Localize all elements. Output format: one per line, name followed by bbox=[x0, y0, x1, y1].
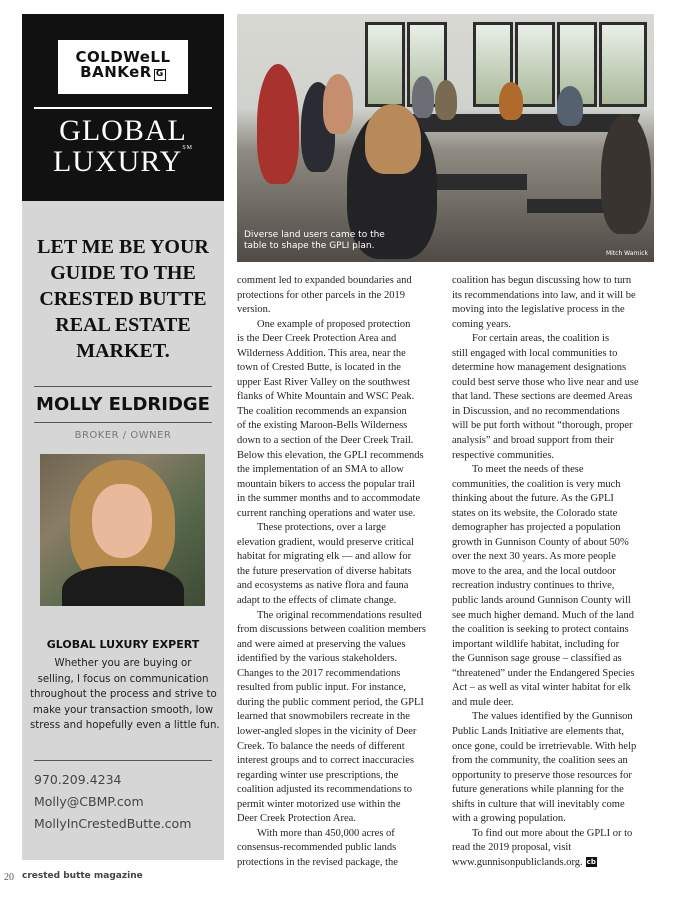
article-line bbox=[452, 492, 658, 507]
agent-portrait bbox=[40, 454, 205, 606]
photo-person bbox=[365, 104, 421, 174]
article-line-text: future generations while planning for the bbox=[452, 784, 624, 796]
magazine-name: crested butte magazine bbox=[22, 871, 143, 881]
article-line-text: interest groups and to correct inaccuracies bbox=[237, 755, 414, 767]
caption-line: Diverse land users came to the bbox=[244, 230, 385, 240]
article-line-text: could best serve those who live near and use bbox=[452, 376, 639, 388]
article-line bbox=[237, 579, 442, 594]
article-line-text: public lands around Gunnison County will bbox=[452, 595, 631, 607]
article-line-text: elevation gradient, would preserve critical bbox=[237, 536, 414, 548]
article-line-text: that land. These sections are deemed Areas bbox=[452, 391, 633, 403]
article-line bbox=[237, 812, 442, 827]
article-line-text: These protections, over a large bbox=[257, 522, 386, 534]
article-line-text: important wildlife habitat, including for bbox=[452, 638, 620, 650]
expert-line: stress and hopefully even a little fun. bbox=[30, 720, 220, 731]
article-line-text: coalition has begun discussing how to turn bbox=[452, 275, 632, 286]
article-line bbox=[237, 318, 442, 333]
article-line-text: analysis” and broad support from their bbox=[452, 435, 614, 447]
article-line-text: “threatened” under the Endangered Species bbox=[452, 667, 635, 679]
article-line-text: is the Deer Creek Protection Area and bbox=[237, 333, 397, 345]
article-line-text: protections for other parcels in the 2019 bbox=[237, 289, 405, 301]
article-line bbox=[452, 536, 658, 551]
photo-person bbox=[435, 80, 457, 120]
ad-headline bbox=[22, 234, 224, 364]
article-line-text: the future preservation of diverse habitats bbox=[237, 565, 412, 577]
article-line bbox=[237, 274, 442, 289]
article-line-text: opportunity to preserve those resources for bbox=[452, 769, 632, 781]
article-line bbox=[237, 696, 442, 711]
article-line-text: shifts in culture that will inevitably come bbox=[452, 798, 625, 810]
article-line-text: from the community, the coalition sees an bbox=[452, 755, 628, 767]
article-line-text: in the summer months and to accommodate bbox=[237, 493, 421, 505]
article-line-text: resulted from public input. For instance, bbox=[237, 682, 406, 694]
article-line bbox=[237, 783, 442, 798]
article-line bbox=[452, 565, 658, 580]
article-line-text: protections in the revised package, the bbox=[237, 856, 398, 868]
article-line-text: Changes to the 2017 recommendations bbox=[237, 667, 401, 679]
article-line bbox=[452, 754, 658, 769]
article-line bbox=[237, 536, 442, 551]
article-line-text: identified by the various stakeholders. bbox=[237, 653, 398, 665]
article-line-text: The coalition recommends an expansion bbox=[237, 405, 407, 417]
article-line-text: town of Crested Butte, is located in the bbox=[237, 362, 401, 374]
article-line bbox=[237, 681, 442, 696]
article-line-text: version. bbox=[237, 304, 271, 316]
article-line-text: Public Lands Initiative are elements that, bbox=[452, 725, 625, 737]
article-line bbox=[452, 434, 658, 449]
logo-line1: COLDWeLL bbox=[75, 48, 171, 66]
article-line-text: permit winter motorized use within the bbox=[237, 798, 401, 810]
photo-caption bbox=[244, 230, 385, 252]
article-line-text: comment led to expanded boundaries and bbox=[237, 275, 412, 286]
article-line bbox=[237, 347, 442, 362]
article-line bbox=[452, 856, 658, 871]
article-line-text: the coalition is seeking to protect contains bbox=[452, 624, 629, 636]
article-line bbox=[452, 696, 658, 711]
article-line-text: habitat for migrating elk — and allow for bbox=[237, 551, 412, 563]
article-line bbox=[237, 638, 442, 653]
article-line bbox=[452, 827, 658, 842]
article-line bbox=[237, 463, 442, 478]
photo-person bbox=[557, 86, 583, 126]
article-line-text: Wilderness Addition. This area, near the bbox=[237, 347, 406, 359]
global-wordmark: GLOBAL bbox=[59, 114, 187, 147]
article-line bbox=[452, 550, 658, 565]
article-line bbox=[237, 289, 442, 304]
article-line-text: and mule deer. bbox=[452, 696, 514, 708]
agent-name: MOLLY ELDRIDGE bbox=[36, 394, 210, 415]
article-line bbox=[237, 449, 442, 464]
agent-role: BROKER / OWNER bbox=[74, 430, 172, 441]
luxury-text: LUXURY bbox=[52, 145, 183, 178]
article-line-text: With more than 450,000 acres of bbox=[257, 827, 395, 839]
article-column-1 bbox=[237, 274, 442, 870]
article-line-text: with a growing population. bbox=[452, 813, 566, 825]
article-line bbox=[237, 405, 442, 420]
meeting-photo bbox=[237, 14, 654, 262]
article-line bbox=[237, 521, 442, 536]
article-line bbox=[237, 827, 442, 842]
agent-phone[interactable]: 970.209.4234 bbox=[34, 772, 122, 787]
article-line-text: current ranching operations and water use. bbox=[237, 507, 416, 519]
page-number: 20 bbox=[4, 872, 14, 883]
article-line-text: the implementation of an SMA to allow bbox=[237, 464, 404, 476]
trademark-mark: SM bbox=[182, 145, 193, 151]
article-line-text: consensus-recommended public lands bbox=[237, 842, 397, 854]
article-line-text: of the existing Maroon-Bells Wilderness bbox=[237, 420, 408, 432]
article-line-text: To find out more about the GPLI or to bbox=[472, 827, 633, 839]
luxury-wordmark bbox=[22, 145, 224, 179]
coldwell-banker-logo bbox=[58, 40, 188, 94]
article-line-text: flanks of White Mountain and WSC Peak. bbox=[237, 391, 415, 403]
article-line bbox=[452, 507, 658, 522]
ad-brand-block bbox=[22, 14, 224, 201]
article-line-text: coalition adjusted its recommendations to bbox=[237, 784, 412, 796]
article-line bbox=[237, 667, 442, 682]
headline-line: LET ME BE YOUR bbox=[37, 236, 209, 258]
article-line-text: will be put forth without “thorough, proper bbox=[452, 420, 633, 432]
article-line-text: regarding winter use prescriptions, the bbox=[237, 769, 399, 781]
article-line bbox=[237, 652, 442, 667]
article-line bbox=[237, 841, 442, 856]
article-line bbox=[237, 856, 442, 871]
article-line bbox=[237, 725, 442, 740]
name-top-divider bbox=[34, 386, 212, 387]
article-line-text: Act – as well as vital winter habitat for elk bbox=[452, 682, 631, 694]
article-line bbox=[237, 492, 442, 507]
article-line-text: determine how management designations bbox=[452, 362, 627, 374]
article-line bbox=[452, 812, 658, 827]
article-line-text: Creek. To balance the needs of different bbox=[237, 740, 405, 752]
article-line bbox=[452, 405, 658, 420]
article-line-text: respective communities. bbox=[452, 449, 555, 461]
article-line bbox=[452, 463, 658, 478]
expert-line: selling, I focus on communication bbox=[37, 673, 209, 685]
article-line bbox=[452, 841, 658, 856]
article-line bbox=[452, 623, 658, 638]
article-line bbox=[452, 289, 658, 304]
agent-email[interactable]: Molly@CBMP.com bbox=[34, 794, 144, 809]
article-line bbox=[452, 667, 658, 682]
article-line bbox=[237, 609, 442, 624]
article-line-text: One example of proposed protection bbox=[257, 318, 411, 330]
headline-line: GUIDE TO THE bbox=[50, 262, 196, 284]
article-line-text: learned that snowmobilers recreate in the bbox=[237, 711, 410, 723]
article-line-text: The values identified by the Gunnison bbox=[472, 711, 633, 723]
article-line bbox=[237, 361, 442, 376]
end-mark-icon: cb bbox=[586, 857, 596, 866]
article-line bbox=[237, 332, 442, 347]
agent-website[interactable]: MollyInCrestedButte.com bbox=[34, 816, 192, 831]
article-line bbox=[237, 594, 442, 609]
article-line bbox=[452, 652, 658, 667]
article-line bbox=[237, 798, 442, 813]
article-line-text: The original recommendations resulted bbox=[257, 609, 422, 621]
article-line-text: Below this elevation, the GPLI recommends bbox=[237, 449, 424, 461]
article-line bbox=[452, 609, 658, 624]
article-line-text: once gone, could be irretrievable. With help bbox=[452, 740, 637, 752]
article-line-text: read the 2019 proposal, visit bbox=[452, 842, 572, 854]
article-line-text: lower-angled slopes in the vicinity of Deer bbox=[237, 725, 417, 737]
article-line-text: coming years. bbox=[452, 318, 511, 330]
article-line-text: For certain areas, the coalition is bbox=[472, 333, 610, 345]
photo-person bbox=[601, 114, 651, 234]
article-line bbox=[452, 783, 658, 798]
article-line-text: growth in Gunnison County of about 50% bbox=[452, 536, 629, 548]
article-line bbox=[452, 725, 658, 740]
article-line bbox=[452, 478, 658, 493]
article-line bbox=[452, 681, 658, 696]
article-line bbox=[452, 361, 658, 376]
article-column-2 bbox=[452, 274, 658, 870]
article-line bbox=[237, 710, 442, 725]
article-line bbox=[237, 623, 442, 638]
portrait-face bbox=[92, 484, 152, 558]
article-line bbox=[452, 347, 658, 362]
photo-window bbox=[599, 22, 647, 107]
name-bottom-divider bbox=[34, 422, 212, 423]
article-line bbox=[237, 507, 442, 522]
article-line bbox=[452, 798, 658, 813]
article-line-text: communities, the coalition is very much bbox=[452, 478, 621, 490]
article-line-text: Deer Creek Protection Area. bbox=[237, 813, 356, 825]
article-line bbox=[237, 740, 442, 755]
article-line bbox=[452, 419, 658, 434]
photo-person bbox=[257, 64, 299, 184]
article-line-text: and were aimed at preserving the values bbox=[237, 638, 406, 650]
article-line bbox=[237, 550, 442, 565]
caption-line: table to shape the GPLI plan. bbox=[244, 241, 375, 251]
article-line-text: the Gunnison sage grouse – classified as bbox=[452, 653, 622, 665]
article-line-text: states on its website, the Colorado state bbox=[452, 507, 618, 519]
article-line bbox=[237, 434, 442, 449]
article-line bbox=[452, 390, 658, 405]
article-line-text: moving into the legislative process in the bbox=[452, 304, 625, 316]
article-line bbox=[452, 638, 658, 653]
article-line bbox=[237, 376, 442, 391]
article-line bbox=[452, 740, 658, 755]
article-line bbox=[237, 565, 442, 580]
article-line bbox=[452, 376, 658, 391]
contact-divider bbox=[34, 760, 212, 761]
expert-description bbox=[30, 656, 220, 734]
headline-line: MARKET. bbox=[76, 340, 170, 362]
expert-line: make your transaction smooth, low bbox=[32, 704, 214, 716]
article-line bbox=[452, 769, 658, 784]
logo-mark-icon: G bbox=[154, 69, 166, 81]
ad-sidebar bbox=[22, 14, 224, 860]
logo-line2-text: BANKeR bbox=[80, 63, 152, 81]
article-line-text: upper East River Valley on the southwest bbox=[237, 376, 411, 388]
expert-title: GLOBAL LUXURY EXPERT bbox=[46, 638, 200, 651]
photo-person bbox=[323, 74, 353, 134]
expert-line: throughout the process and strive to bbox=[30, 689, 217, 700]
article-line-text: demographer has projected a population bbox=[452, 522, 621, 534]
article-line-text: from discussions between coalition members bbox=[237, 624, 426, 636]
article-line-text: recreation industry continues to thrive, bbox=[452, 580, 615, 592]
article-line-text: down to a section of the Deer Creek Trail. bbox=[237, 435, 414, 447]
article-line-text: over the next 30 years. As more people bbox=[452, 551, 616, 563]
article-line bbox=[452, 579, 658, 594]
photo-person bbox=[499, 82, 523, 120]
headline-line: CRESTED BUTTE bbox=[39, 288, 207, 310]
article-line-text: mountain bikers to access the popular trail bbox=[237, 478, 415, 490]
article-line bbox=[452, 594, 658, 609]
article-line bbox=[452, 710, 658, 725]
article-line bbox=[237, 754, 442, 769]
article-line bbox=[452, 274, 658, 289]
article-line bbox=[452, 521, 658, 536]
article-line bbox=[237, 769, 442, 784]
article-line bbox=[237, 390, 442, 405]
article-line bbox=[237, 478, 442, 493]
article-line-text: see much higher demand. Much of the land bbox=[452, 609, 634, 621]
article-line bbox=[452, 303, 658, 318]
article-line bbox=[452, 318, 658, 333]
photo-credit: Mitch Warnick bbox=[605, 250, 648, 257]
headline-line: REAL ESTATE bbox=[55, 314, 191, 336]
article-line bbox=[237, 419, 442, 434]
article-line bbox=[452, 449, 658, 464]
article-line-text: during the public comment period, the GPLI bbox=[237, 696, 424, 708]
article-line-text: www.gunnisonpubliclands.org. bbox=[452, 856, 583, 868]
brand-divider bbox=[34, 107, 212, 109]
photo-window bbox=[365, 22, 405, 107]
article-line-text: its recommendations into law, and it will be bbox=[452, 289, 636, 301]
article-line bbox=[452, 332, 658, 347]
article-line-text: still engaged with local communities to bbox=[452, 347, 618, 359]
portrait-shirt bbox=[62, 566, 184, 606]
article-line-text: To meet the needs of these bbox=[472, 464, 584, 476]
article-line-text: in Discussion, and no recommendations bbox=[452, 405, 620, 417]
expert-line: Whether you are buying or bbox=[54, 658, 192, 669]
article-line-text: and ecosystems as native flora and fauna bbox=[237, 580, 409, 592]
article-line bbox=[237, 303, 442, 318]
article-line-text: adapt to the effects of climate change. bbox=[237, 595, 397, 607]
logo-line2 bbox=[58, 65, 188, 81]
photo-person bbox=[412, 76, 434, 118]
article-line-text: thinking about the future. As the GPLI bbox=[452, 493, 614, 505]
article-line-text: move to the area, and the local outdoor bbox=[452, 565, 616, 577]
